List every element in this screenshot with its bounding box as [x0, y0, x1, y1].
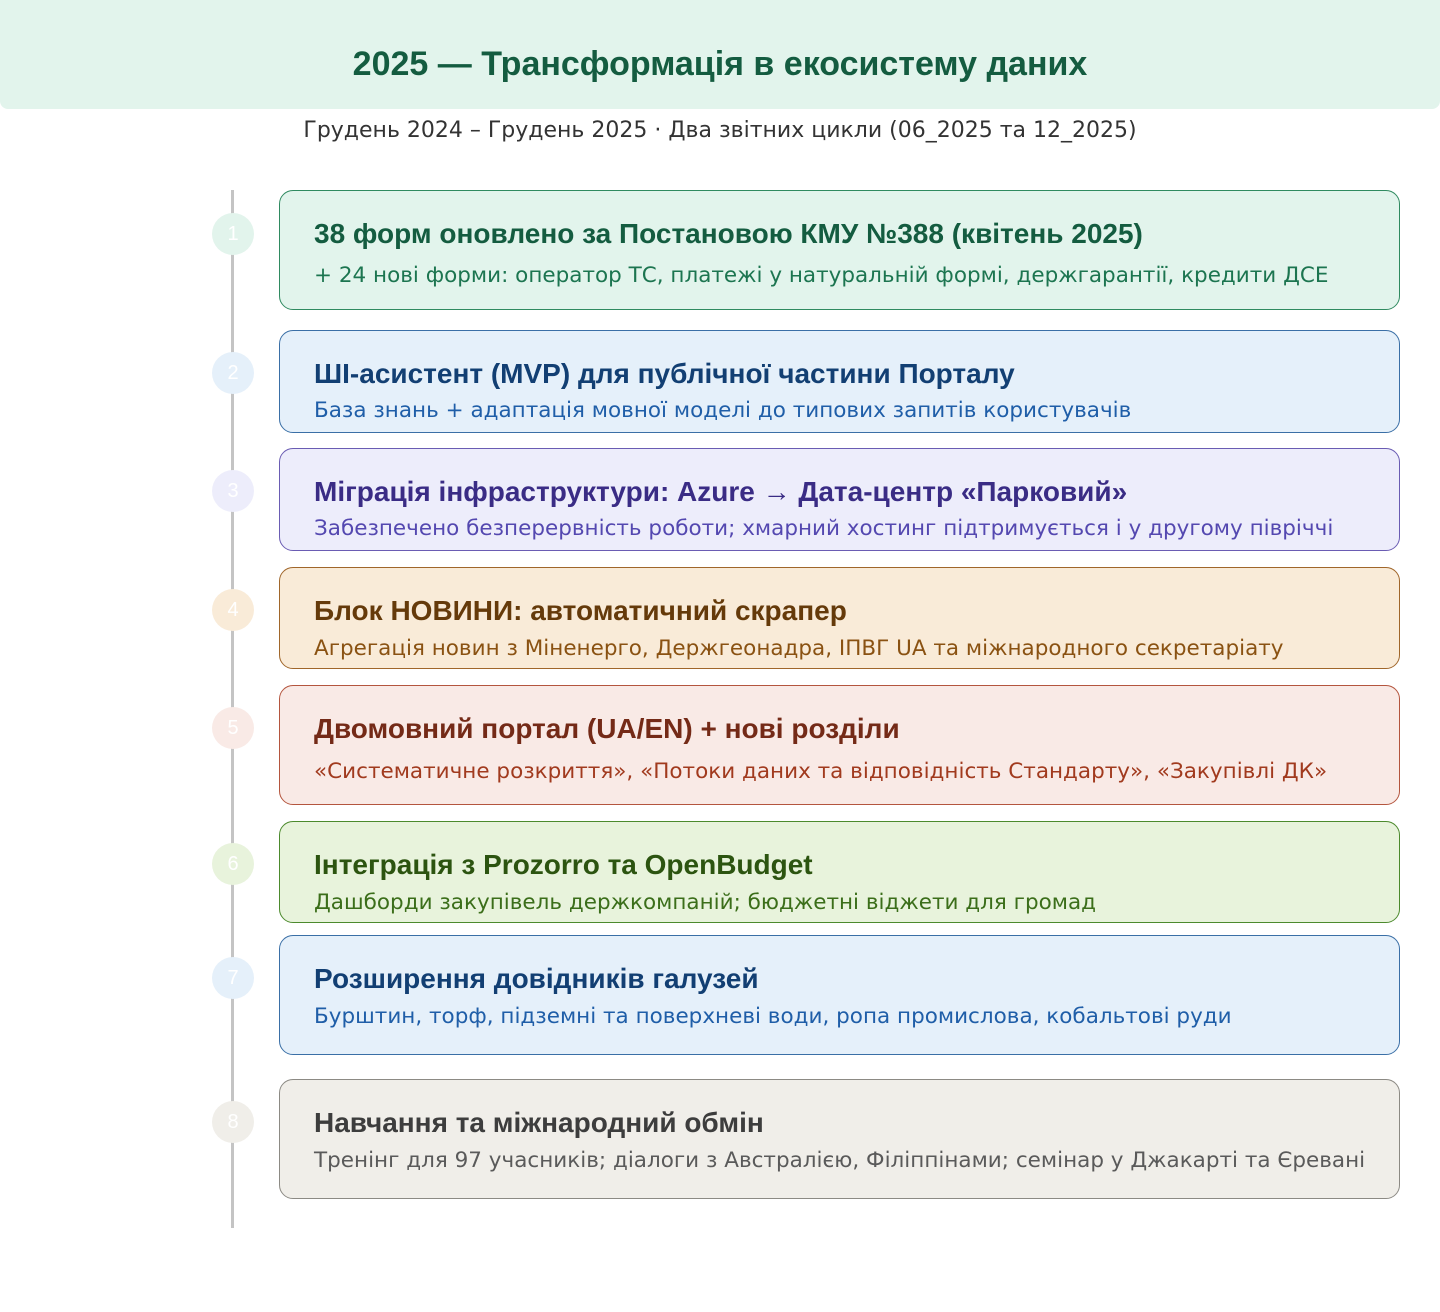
- milestone-card-5: [279, 685, 1400, 805]
- milestone-card-8: [279, 1079, 1400, 1199]
- milestone-marker-4: 4: [212, 589, 254, 631]
- milestone-card-4: [279, 567, 1400, 669]
- milestone-marker-3: 3: [212, 470, 254, 512]
- milestone-card-7: [279, 935, 1400, 1055]
- milestone-card-6: [279, 821, 1400, 923]
- milestone-description: Дашборди закупівель держкомпаній; бюджетні віджети для громад: [314, 890, 1097, 915]
- milestone-description: Бурштин, торф, підземні та поверхневі води, ропа промислова, кобальтові руди: [314, 1004, 1232, 1029]
- page-title: 2025 — Трансформація в екосистему даних: [352, 45, 1088, 83]
- milestone-title: Розширення довідників галузей: [314, 963, 759, 994]
- milestone-title: 38 форм оновлено за Постановою КМУ №388 (квітень 2025): [314, 218, 1143, 249]
- milestone-description: База знань + адаптація мовної моделі до типових запитів користувачів: [314, 398, 1132, 423]
- milestone-marker-7: 7: [212, 957, 254, 999]
- milestone-description: Забезпечено безперервність роботи; хмарний хостинг підтримується і у другому півріччі: [314, 516, 1334, 541]
- page-subtitle: Грудень 2024 – Грудень 2025 · Два звітних цикли (06_2025 та 12_2025): [303, 118, 1137, 143]
- milestone-marker-5: 5: [212, 707, 254, 749]
- milestone-title: Двомовний портал (UA/EN) + нові розділи: [314, 713, 900, 744]
- milestone-title: Блок НОВИНИ: автоматичний скрапер: [314, 595, 847, 626]
- milestone-card-3: [279, 448, 1400, 551]
- milestone-card-2: [279, 330, 1400, 433]
- milestone-description: Тренінг для 97 учасників; діалоги з Австралією, Філіппінами; семінар у Джакарті та Єревані: [314, 1148, 1366, 1173]
- milestone-title: Міграція інфраструктури: Azure → Дата-центр «Парковий»: [314, 476, 1128, 507]
- milestone-title: Інтеграція з Prozorro та OpenBudget: [314, 849, 813, 880]
- milestone-description: + 24 нові форми: оператор ТС, платежі у натуральній формі, держгарантії, кредити ДСЕ: [314, 263, 1329, 288]
- milestone-marker-1: 1: [212, 213, 254, 255]
- milestone-marker-8: 8: [212, 1101, 254, 1143]
- milestone-card-1: [279, 190, 1400, 310]
- milestone-marker-2: 2: [212, 352, 254, 394]
- milestone-description: Агрегація новин з Міненерго, Держгеонадра, ІПВГ UA та міжнародного секретаріату: [314, 636, 1284, 661]
- milestone-description: «Систематичне розкриття», «Потоки даних та відповідність Стандарту», «Закупівлі ДК»: [314, 759, 1328, 784]
- milestone-title: ШІ-асистент (MVP) для публічної частини Порталу: [314, 358, 1015, 389]
- milestone-title: Навчання та міжнародний обмін: [314, 1107, 764, 1138]
- milestone-marker-6: 6: [212, 843, 254, 885]
